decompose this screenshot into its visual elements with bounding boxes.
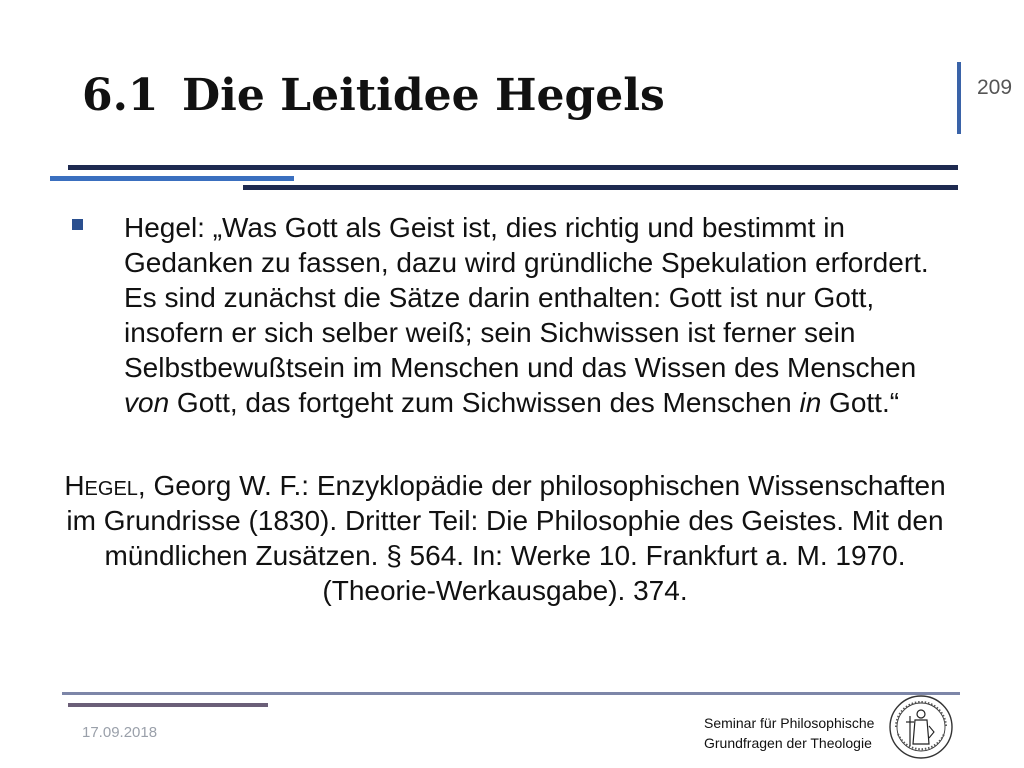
page-number: 209 (977, 76, 1013, 99)
university-seal-icon (888, 694, 954, 760)
title-number: 6.1 (82, 70, 159, 121)
hegel-quote (124, 210, 952, 420)
quote-bullet (72, 210, 952, 420)
citation-details: , Georg W. F.: Enzyklopädie der philosophischen Wissenschaften im Grundrisse (1830). Dritter Teil: Die Philosophie des Geistes. Mit den mündlichen Zusätzen. § 564. In: Werke 10. Frankfurt a. M. 1970. (Theorie-Werkausgabe). 374. (66, 470, 946, 606)
quote-part-3: Gott.“ (821, 387, 900, 418)
quote-part-1: Hegel: „Was Gott als Geist ist, dies richtig und bestimmt in Gedanken zu fassen, dazu wird gründliche Spekulation erfordert. Es sind zunächst die Sätze darin enthalten: Gott ist nur Gott, insofern er sich selber weiß; sein Sichwissen ist ferner sein Selbstbewußtsein im Menschen und das Wissen des Menschen (124, 212, 929, 383)
seminar-line-2: Grundfragen der Theologie (704, 735, 872, 751)
footer-rule-long (62, 692, 960, 695)
square-bullet-icon (72, 219, 83, 230)
slide-title (82, 70, 665, 121)
header-rule-top (68, 165, 958, 170)
header-rule-accent (50, 176, 294, 181)
header-rule-bottom (243, 185, 958, 190)
seminar-name (704, 713, 874, 753)
quote-italic-in: in (799, 387, 822, 418)
citation-author: Hegel (64, 470, 138, 501)
title-text: Die Leitidee Hegels (182, 70, 665, 121)
citation (60, 468, 950, 608)
quote-italic-von: von (124, 387, 170, 418)
seminar-line-1: Seminar für Philosophische (704, 715, 875, 731)
quote-part-2: Gott, das fortgeht zum Sichwissen des Menschen (169, 387, 800, 418)
footer-rule-short (68, 703, 268, 707)
footer-date: 17.09.2018 (82, 724, 158, 741)
title-divider-bar (957, 62, 961, 134)
